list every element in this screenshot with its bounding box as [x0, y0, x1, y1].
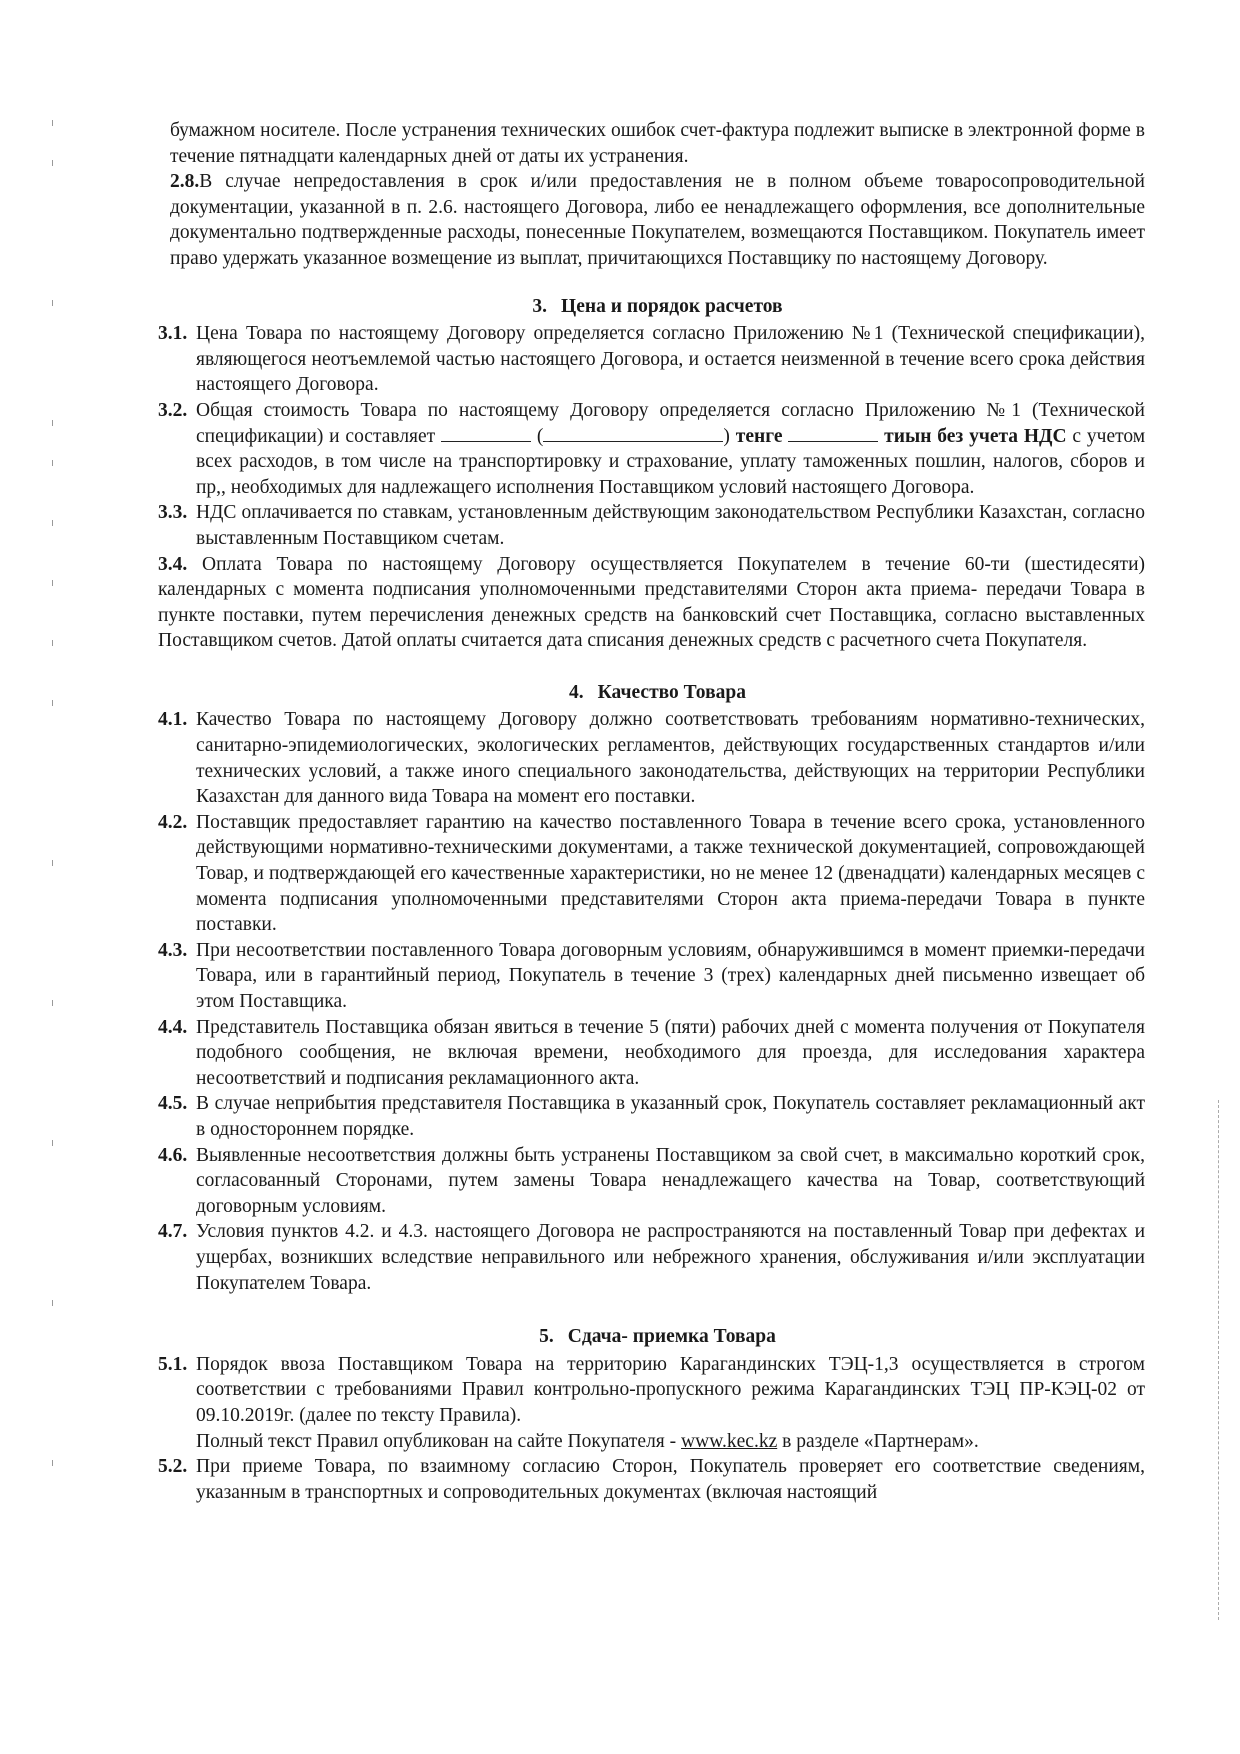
- intro-text: бумажном носителе. После устранения технических ошибок счет-фактура подлежит выписке в электронной форме в течение пятнадцати календарных дней от даты их устранения.: [170, 120, 1145, 167]
- section-title: Качество Товара: [597, 681, 746, 703]
- clause-text-a: Общая стоимость Товара по настоящему Договору определяется согласно Приложению №1 (Технической спецификации) и составляет: [196, 399, 1145, 447]
- clause-number: 5.2.: [158, 1456, 188, 1478]
- clause-text-second-b: в разделе «Партнерам».: [782, 1430, 979, 1452]
- amount-blank-field[interactable]: [441, 440, 531, 442]
- clause-4-3: [158, 938, 1145, 1015]
- clause-text: Выявленные несоответствия должны быть устранены Поставщиком за свой счет, в максимально короткий срок, согласованный Сторонами, путем замены Товара ненадлежащего качества на Товар, соответствующий договорным условиям.: [196, 1144, 1145, 1217]
- section-title: Цена и порядок расчетов: [561, 295, 783, 317]
- intro-paragraph: [170, 118, 1145, 169]
- clause-text: [196, 398, 1145, 500]
- clause-number: 5.1.: [158, 1353, 188, 1375]
- section-3-heading: [170, 294, 1145, 320]
- clause-number: 4.1.: [158, 709, 188, 731]
- clause-number: 4.7.: [158, 1221, 188, 1243]
- clause-text: При несоответствии поставленного Товара договорным условиям, обнаружившимся в момент приемки-передачи Товара, или в гарантийный период, Покупатель в течение 3 (трех) календарных дней письменно извещает об этом Поставщика.: [196, 939, 1145, 1012]
- clause-3-3: [158, 500, 1145, 551]
- clause-text-b: с учетом всех расходов, в том числе на транспортировку и страхование, уплату таможенных пошлин, налогов, сборов и пр,, необходимых для надлежащего исполнения Поставщиком условий настоящего Договора.: [196, 425, 1146, 498]
- clause-number: 4.2.: [158, 811, 188, 833]
- clause-4-2: [158, 810, 1145, 938]
- clause-number: 4.4.: [158, 1016, 188, 1038]
- section-number: 4.: [569, 681, 584, 703]
- clause-3-1: [158, 321, 1145, 398]
- clause-text: Поставщик предоставляет гарантию на качество поставленного Товара в течение всего срока, установленного действующими нормативно-техническими документами, а также технической документацией, сопровождающей Товар, и подтверждающей его качественные характеристики, но не менее 12 (двенадцати) календарных месяцев с момента подписания уполномоченными представителями Сторон акта приема-передачи Товара в пункте поставки.: [196, 811, 1145, 936]
- clause-text: Цена Товара по настоящему Договору определяется согласно Приложению №1 (Технической спецификации), являющегося неотъемлемой частью настоящего Договора, и остается неизменной в течение всего срока действия настоящего Договора.: [196, 323, 1145, 396]
- clause-5-1: [158, 1352, 1145, 1454]
- clause-2-8: [170, 169, 1145, 271]
- left-margin-marks: [52, 0, 56, 1754]
- clause-text: Оплата Товара по настоящему Договору осуществляется Покупателем в течение 60-ти (шестидесяти) календарных с момента подписания уполномоченными представителями Сторон акта приема- передачи Товара в пункте поставки, путем перечисления денежных средств на банковский счет Поставщика, согласно выставленных Поставщиком счетов. Датой оплаты считается дата списания денежных средств с расчетного счета Покупателя.: [158, 553, 1146, 652]
- clause-5-2: [158, 1454, 1145, 1505]
- section-number: 5.: [539, 1326, 554, 1348]
- clause-number: 3.2.: [158, 399, 188, 421]
- clause-text: Представитель Поставщика обязан явиться в течение 5 (пяти) рабочих дней с момента получения от Покупателя подобного сообщения, не включая времени, необходимого для проезда, для исследования характера несоответствий и подписания рекламационного акта.: [196, 1016, 1145, 1089]
- clause-number: 3.3.: [158, 502, 188, 524]
- clause-number: 4.3.: [158, 939, 188, 961]
- clause-text-second-a: Полный текст Правил опубликован на сайте Покупателя -: [196, 1430, 677, 1452]
- clause-text: В случае неприбытия представителя Поставщика в указанный срок, Покупатель составляет рекламационный акт в одностороннем порядке.: [196, 1093, 1145, 1140]
- tenge-label: тенге: [735, 425, 783, 447]
- clause-text: Качество Товара по настоящему Договору должно соответствовать требованиям нормативно-технических, санитарно-эпидемиологических, экологических регламентов, действующих государственных стандартов и/или технических условий, а также иного специального законодательства, действующих на территории Республики Казахстан для данного вида Товара на момент его поставки.: [196, 709, 1145, 808]
- clause-4-5: [158, 1091, 1145, 1142]
- clause-text: В случае непредоставления в срок и/или предоставления не в полном объеме товаросопроводительной документации, указанной в п. 2.6. настоящего Договора, либо ее ненадлежащего оформления, все дополнительные документально подтвержденные расходы, понесенные Покупателем, возмещаются Поставщиком. Покупатель имеет право удержать указанное возмещение из выплат, причитающихся Поставщику по настоящему Договору.: [170, 171, 1145, 269]
- clause-4-7: [158, 1219, 1145, 1296]
- clause-3-4: [158, 552, 1145, 654]
- clause-4-4: [158, 1015, 1145, 1092]
- right-margin-marks: [1218, 1100, 1221, 1620]
- section-4-heading: [170, 680, 1145, 706]
- clause-number: 3.1.: [158, 323, 188, 345]
- clause-4-1: [158, 707, 1145, 809]
- clause-3-2: [158, 398, 1146, 500]
- clause-number: 3.4.: [158, 553, 188, 575]
- clause-number: 4.6.: [158, 1144, 188, 1166]
- clause-text: Условия пунктов 4.2. и 4.3. настоящего Договора не распространяются на поставленный Товар при дефектах и ущербах, возникших вследствие неправильного или небрежного хранения, обслуживания и/или эксплуатации Покупателем Товара.: [196, 1221, 1145, 1294]
- tiyn-blank-field[interactable]: [788, 440, 878, 442]
- clause-text-second: [196, 1429, 1145, 1455]
- clause-text: При приеме Товара, по взаимному согласию Сторон, Покупатель проверяет его соответствие сведениям, указанным в транспортных и сопроводительных документах (включая настоящий: [196, 1456, 1145, 1503]
- clause-text-main: Порядок ввоза Поставщиком Товара на территорию Карагандинских ТЭЦ-1,3 осуществляется в строгом соответствии с требованиями Правил контрольно-пропускного режима Карагандинских ТЭЦ ПР-КЭЦ-02 от 09.10.2019г. (далее по тексту Правила).: [196, 1353, 1145, 1426]
- paren-open: (: [536, 425, 544, 447]
- section-number: 3.: [532, 295, 548, 317]
- clause-text: [196, 1352, 1145, 1454]
- paren-close: ): [723, 425, 730, 447]
- clause-4-6: [158, 1143, 1145, 1220]
- clause-number: 2.8.: [170, 171, 200, 193]
- website-link[interactable]: www.kec.kz: [681, 1430, 778, 1452]
- document-page: [158, 118, 1146, 1505]
- clause-text: НДС оплачивается по ставкам, установленным действующим законодательством Республики Казахстан, согласно выставленным Поставщиком счетам.: [196, 502, 1145, 549]
- section-title: Сдача- приемка Товара: [567, 1326, 776, 1348]
- section-5-heading: [170, 1324, 1145, 1350]
- clause-number: 4.5.: [158, 1093, 188, 1115]
- amount-words-blank-field[interactable]: [543, 440, 723, 442]
- tiyn-label: тиын без учета НДС: [884, 425, 1067, 447]
